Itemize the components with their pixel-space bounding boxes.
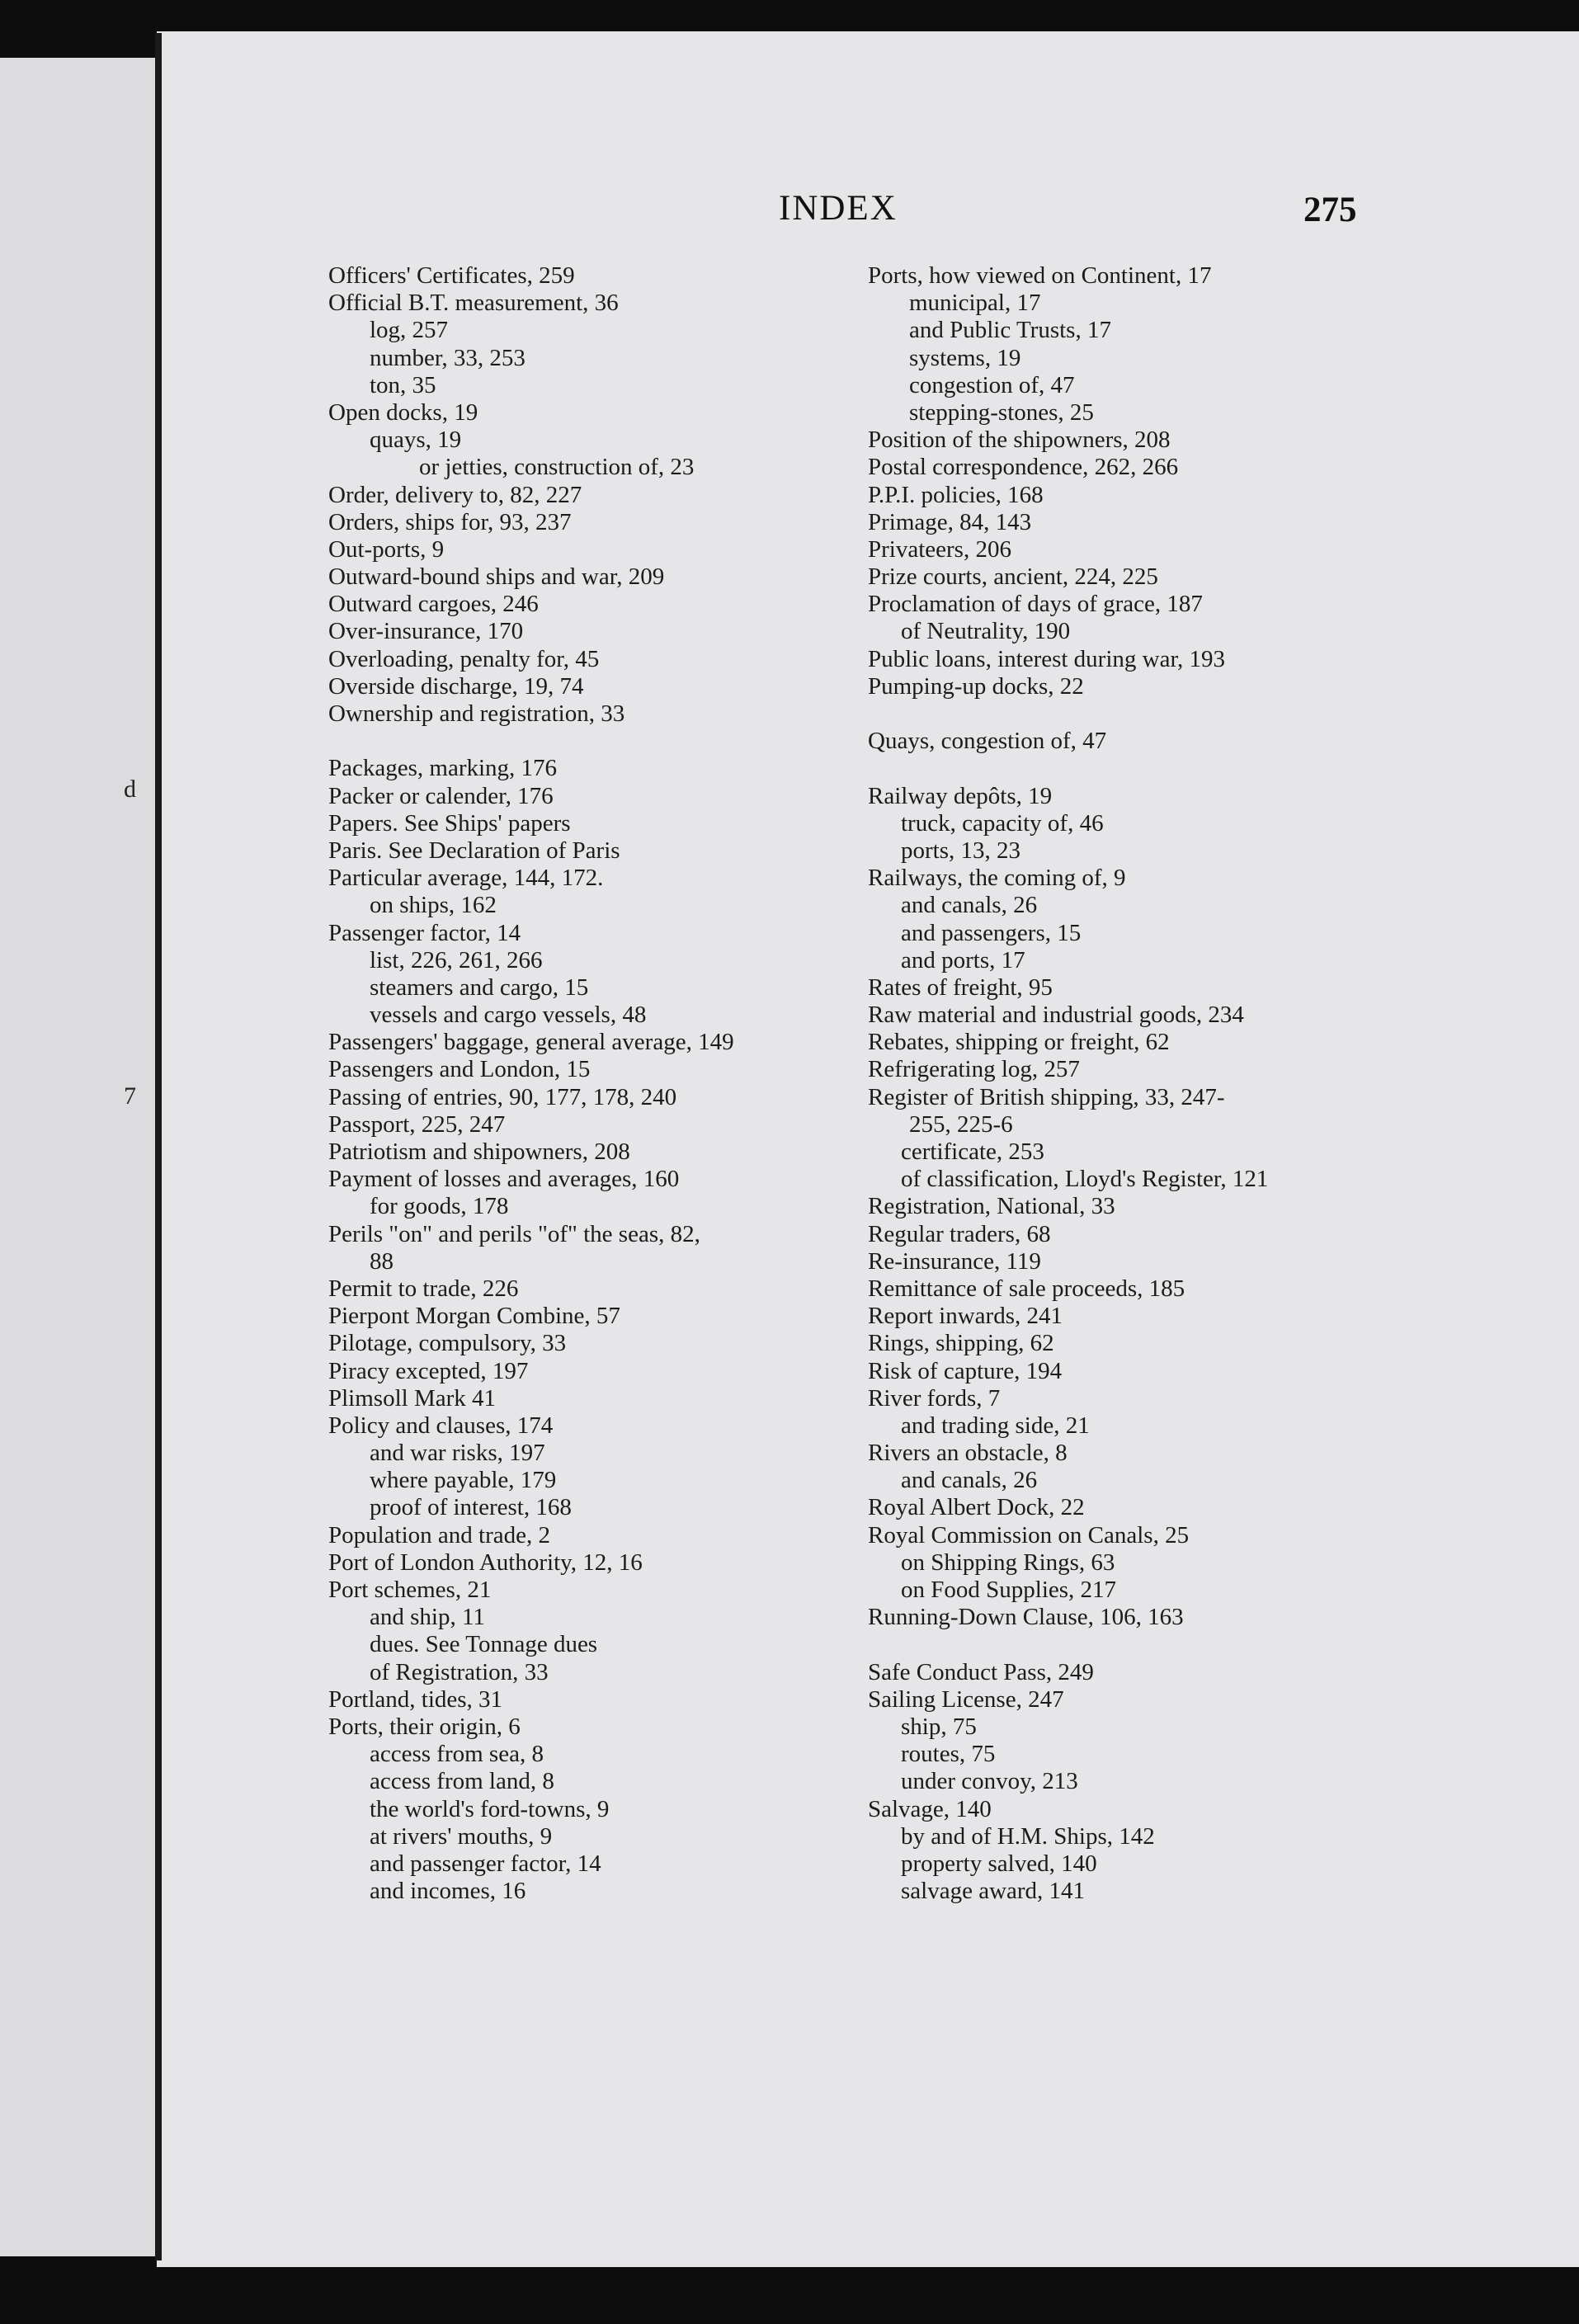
index-subentry: of Neutrality, 190: [901, 618, 1071, 645]
index-entry: Particular average, 144, 172.: [328, 865, 604, 892]
index-subentry: 88: [370, 1247, 394, 1275]
index-entry: Safe Conduct Pass, 249: [868, 1658, 1094, 1685]
index-entry: Passengers' baggage, general average, 149: [328, 1029, 734, 1056]
index-subentry: and war risks, 197: [370, 1440, 545, 1467]
index-entry: Officers' Certificates, 259: [328, 262, 575, 289]
index-entry: Policy and clauses, 174: [328, 1412, 554, 1439]
index-entry: Port of London Authority, 12, 16: [328, 1549, 643, 1576]
index-entry: P.P.I. policies, 168: [868, 481, 1044, 508]
index-entry: Ownership and registration, 33: [328, 700, 625, 727]
index-entry: Postal correspondence, 262, 266: [868, 454, 1179, 481]
index-entry: Order, delivery to, 82, 227: [328, 481, 582, 508]
index-entry: Pilotage, compulsory, 33: [328, 1330, 567, 1357]
index-entry: Over-insurance, 170: [328, 618, 524, 645]
index-entry: Piracy excepted, 197: [328, 1357, 529, 1384]
index-subentry: congestion of, 47: [909, 371, 1075, 398]
index-entry: Packer or calender, 176: [328, 782, 554, 809]
index-entry: Rings, shipping, 62: [868, 1330, 1054, 1357]
index-entry: Open docks, 19: [328, 398, 478, 426]
index-entry: Perils "on" and perils "of" the seas, 82,: [328, 1220, 700, 1247]
previous-page-fragment: 7: [124, 1082, 136, 1110]
book-spine: [155, 33, 162, 2260]
index-subentry: and incomes, 16: [370, 1878, 526, 1905]
index-subentry: and passengers, 15: [901, 919, 1082, 946]
index-entry: Prize courts, ancient, 224, 225: [868, 563, 1158, 591]
index-subentry: number, 33, 253: [370, 344, 526, 371]
index-entry: Primage, 84, 143: [868, 508, 1032, 535]
index-entry: Paris. See Declaration of Paris: [328, 837, 620, 864]
index-subentry: and ship, 11: [370, 1604, 485, 1631]
index-subentry: at rivers' mouths, 9: [370, 1822, 553, 1850]
index-entry: Running-Down Clause, 106, 163: [868, 1604, 1184, 1631]
index-entry: Quays, congestion of, 47: [868, 728, 1107, 755]
index-entry: Patriotism and shipowners, 208: [328, 1138, 630, 1165]
index-entry: Sailing License, 247: [868, 1685, 1064, 1713]
index-subentry: and passenger factor, 14: [370, 1850, 601, 1877]
index-entry: Raw material and industrial goods, 234: [868, 1002, 1244, 1029]
index-subentry: 255, 225-6: [909, 1110, 1013, 1138]
index-subentry: under convoy, 213: [901, 1768, 1078, 1795]
previous-page-edge: [0, 58, 158, 2256]
index-entry: Position of the shipowners, 208: [868, 427, 1171, 454]
index-entry: Rates of freight, 95: [868, 973, 1053, 1001]
index-entry: River fords, 7: [868, 1384, 1001, 1412]
index-subentry: routes, 75: [901, 1741, 996, 1768]
index-subentry: on Food Supplies, 217: [901, 1577, 1117, 1603]
index-subentry: salvage award, 141: [901, 1878, 1086, 1905]
previous-page-fragment: d: [124, 775, 136, 803]
index-entry: Railways, the coming of, 9: [868, 865, 1126, 892]
page-title: INDEX: [779, 189, 898, 228]
index-entry: Refrigerating log, 257: [868, 1056, 1080, 1083]
index-entry: Population and trade, 2: [328, 1521, 551, 1549]
index-entry: Risk of capture, 194: [868, 1357, 1063, 1384]
index-entry: Report inwards, 241: [868, 1303, 1063, 1330]
index-subentry: and canals, 26: [901, 1467, 1038, 1494]
index-entry: Railway depôts, 19: [868, 782, 1053, 809]
index-entry: Permit to trade, 226: [328, 1275, 519, 1302]
index-entry: Salvage, 140: [868, 1795, 992, 1822]
index-entry: Port schemes, 21: [328, 1577, 492, 1603]
index-entry: Re-insurance, 119: [868, 1247, 1041, 1275]
index-subentry: and Public Trusts, 17: [909, 317, 1111, 344]
index-entry: Overside discharge, 19, 74: [328, 672, 584, 700]
index-entry: Registration, National, 33: [868, 1193, 1115, 1220]
index-subentry: proof of interest, 168: [370, 1494, 572, 1521]
index-entry: Remittance of sale proceeds, 185: [868, 1275, 1185, 1302]
index-entry: Passengers and London, 15: [328, 1056, 591, 1083]
index-gap: [868, 700, 1396, 728]
index-subentry: log, 257: [370, 317, 449, 344]
index-subentry: ports, 13, 23: [901, 837, 1020, 864]
index-subentry: where payable, 179: [370, 1467, 557, 1494]
index-subentry: and ports, 17: [901, 946, 1025, 973]
index-entry: Portland, tides, 31: [328, 1685, 503, 1713]
index-entry: Public loans, interest during war, 193: [868, 645, 1225, 672]
index-entry: Register of British shipping, 33, 247-: [868, 1083, 1225, 1110]
index-entry: Royal Commission on Canals, 25: [868, 1521, 1190, 1549]
index-subentry: of Registration, 33: [370, 1658, 549, 1685]
index-entry: Payment of losses and averages, 160: [328, 1166, 680, 1193]
index-subentry: ship, 75: [901, 1713, 977, 1740]
index-entry: Ports, their origin, 6: [328, 1713, 521, 1740]
index-entry: Orders, ships for, 93, 237: [328, 508, 572, 535]
index-subentry: vessels and cargo vessels, 48: [370, 1002, 647, 1029]
index-gap: [328, 728, 856, 755]
index-subentry: access from sea, 8: [370, 1741, 544, 1768]
index-subentry: ton, 35: [370, 371, 436, 398]
index-subentry: list, 226, 261, 266: [370, 946, 543, 973]
index-column-left: [328, 262, 856, 1905]
index-subentry: access from land, 8: [370, 1768, 554, 1795]
index-entry: Out-ports, 9: [328, 535, 445, 563]
index-gap: [868, 1631, 1396, 1658]
index-subentry: on Shipping Rings, 63: [901, 1549, 1115, 1576]
index-gap: [868, 755, 1396, 782]
index-subentry: on ships, 162: [370, 892, 497, 919]
index-entry: Royal Albert Dock, 22: [868, 1494, 1085, 1521]
index-entry: Rebates, shipping or freight, 62: [868, 1029, 1170, 1056]
index-subentry: property salved, 140: [901, 1850, 1097, 1877]
page-bottom-shadow: [157, 2267, 1579, 2324]
index-entry: Pierpont Morgan Combine, 57: [328, 1303, 620, 1330]
index-subentry: stepping-stones, 25: [909, 398, 1094, 426]
index-entry: Rivers an obstacle, 8: [868, 1440, 1068, 1467]
index-entry: Outward-bound ships and war, 209: [328, 563, 665, 591]
index-entry: Papers. See Ships' papers: [328, 809, 571, 837]
index-entry: Privateers, 206: [868, 535, 1011, 563]
index-subentry: for goods, 178: [370, 1193, 509, 1220]
index-entry: Passenger factor, 14: [328, 919, 521, 946]
index-subentry: and trading side, 21: [901, 1412, 1090, 1439]
index-entry: Passport, 225, 247: [328, 1110, 506, 1138]
index-entry: Outward cargoes, 246: [328, 591, 539, 618]
index-entry: Regular traders, 68: [868, 1220, 1051, 1247]
index-entry: Official B.T. measurement, 36: [328, 290, 619, 317]
index-subentry: quays, 19: [370, 427, 462, 454]
index-subentry: or jetties, construction of, 23: [419, 454, 695, 481]
index-subentry: and canals, 26: [901, 892, 1038, 919]
index-subentry: truck, capacity of, 46: [901, 809, 1104, 837]
index-entry: Ports, how viewed on Continent, 17: [868, 262, 1212, 289]
index-subentry: the world's ford-towns, 9: [370, 1795, 610, 1822]
index-entry: Plimsoll Mark 41: [328, 1384, 497, 1412]
index-subentry: certificate, 253: [901, 1138, 1044, 1165]
index-subentry: of classification, Lloyd's Register, 121: [901, 1166, 1269, 1193]
index-subentry: steamers and cargo, 15: [370, 973, 589, 1001]
index-entry: Packages, marking, 176: [328, 755, 558, 782]
index-subentry: systems, 19: [909, 344, 1021, 371]
page-number: 275: [1303, 191, 1357, 229]
index-column-right: [868, 262, 1396, 1905]
index-entry: Pumping-up docks, 22: [868, 672, 1084, 700]
index-subentry: municipal, 17: [909, 290, 1041, 317]
index-subentry: dues. See Tonnage dues: [370, 1631, 598, 1658]
index-entry: Proclamation of days of grace, 187: [868, 591, 1203, 618]
index-subentry: by and of H.M. Ships, 142: [901, 1822, 1155, 1850]
index-entry: Overloading, penalty for, 45: [328, 645, 600, 672]
index-entry: Passing of entries, 90, 177, 178, 240: [328, 1083, 677, 1110]
